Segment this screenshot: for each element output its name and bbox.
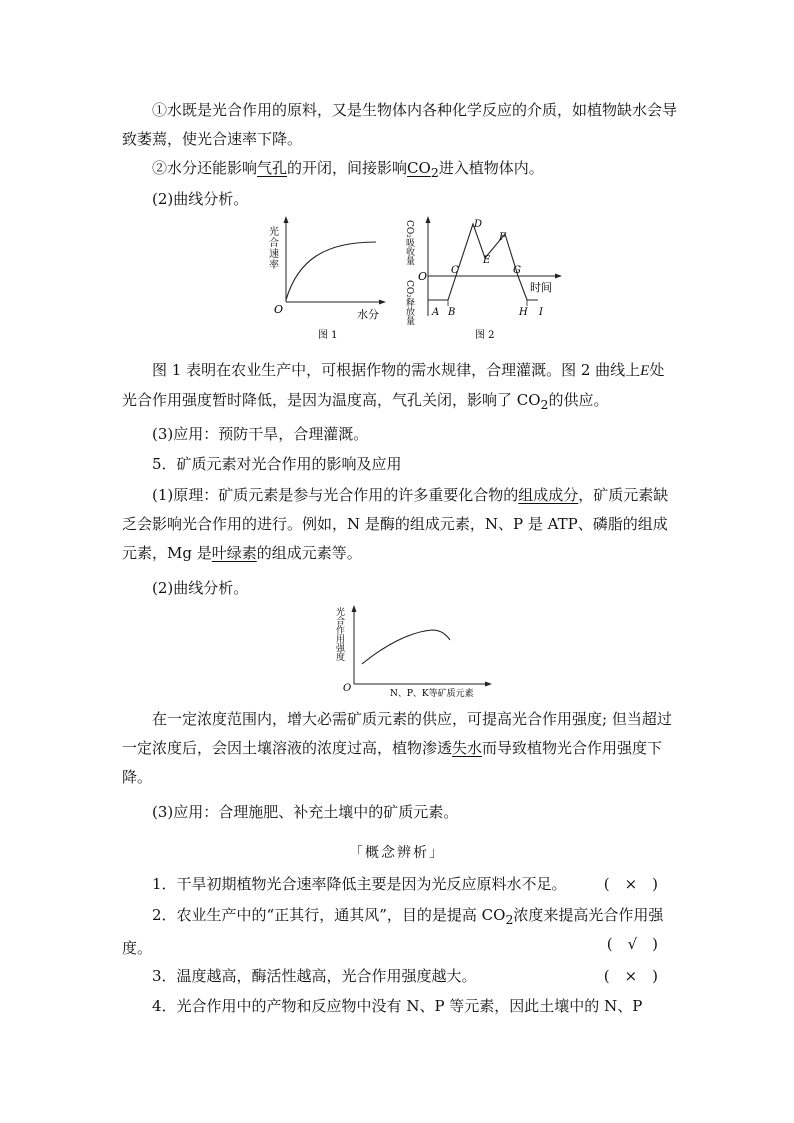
figure-3 [334,604,504,700]
chlorophyll-term: 叶绿素 [211,544,257,562]
minerals-heading: 5．矿质元素对光合作用的影响及应用 [152,455,402,473]
component-term: 组成成分 [518,486,579,504]
fig2-origin: O [418,270,428,283]
figure-1 [268,214,388,344]
co2-term: $CO_2$ [407,159,439,180]
fig2-point-d: D [474,219,483,230]
fig3-ylabel: 光合作用强度 [334,607,344,661]
fig2-point-g: G [513,265,521,276]
fig1-caption: 图 1 [318,330,338,341]
figure-2 [400,214,565,344]
fig2-caption: 图 2 [475,330,495,341]
fig2-point-i: I [539,307,543,318]
concept-item-3: 3．温度越高，酶活性越高，光合作用强度越大。 [152,967,477,985]
fig3-curve [362,630,450,664]
concept-answer-1: ( × ) [603,875,658,893]
concept-item-4: 4．光合作用中的产物和反应物中没有 N、P 等元素，因此土壤中的 N、P [152,997,643,1015]
fig2-point-b: B [448,307,456,318]
fig2-ylabel-release: CO₂释放量 [404,280,414,325]
concept-title: 「概念辨析」 [349,845,445,861]
fig3-xlabel: N、P、K等矿质元素 [390,689,474,699]
concept-item-1: 1．干旱初期植物光合速率降低主要是因为光反应原料水不足。 [152,875,567,893]
fig1-xlabel: 水分 [357,308,379,321]
fig1-origin: O [274,303,284,316]
fig3-origin: O [343,683,352,694]
concept-answer-2: ( √ ) [606,935,658,953]
water-loss-term: 失水 [452,739,483,757]
minerals-curve-heading: (2)曲线分析。 [152,579,249,597]
water-analysis: 图 1 表明在农业生产中，可根据作物的需水规律，合理灌溉。图 2 曲线上E处光合作用强度暂时降低，是因为温度高，气孔关闭，影响了 $CO_2$的供应。 [122,361,665,412]
fig2-point-a: A [432,307,440,318]
fig2-time-label: 时间 [530,281,552,294]
minerals-application: (3)应用：合理施肥、补充土壤中的矿质元素。 [152,803,459,821]
water-curve-heading: (2)曲线分析。 [152,190,249,208]
fig2-point-c: C [451,265,459,276]
stomata-term: 气孔 [257,159,288,177]
minerals-analysis: 在一定浓度范围内，增大必需矿质元素的供应，可提高光合作用强度; 但当超过一定浓度后，会因土壤溶液的浓度过高，植物渗透失水而导致植物光合作用强度下降。 [122,710,672,786]
water-point-1: ①水既是光合作用的原料，又是生物体内各种化学反应的介质，如植物缺水会导致萎蔫，使光合速率下降。 [122,101,678,148]
fig2-point-e: E [483,255,491,266]
fig1-curve [286,242,376,300]
fig2-point-h: H [519,307,528,318]
minerals-principle: (1)原理：矿质元素是参与光合作用的许多重要化合物的组成成分，矿质元素缺乏会影响光合作用的进行。例如，N 是酶的组成元素，N、P 是 ATP、磷脂的组成元素，Mg 是叶绿素的组成元素等。 [122,486,669,562]
water-application: (3)应用：预防干旱，合理灌溉。 [152,425,369,443]
water-point-2: ②水分还能影响气孔的开闭，间接影响$CO_2$进入植物体内。 [152,159,544,180]
concept-answer-3: ( × ) [603,967,658,985]
fig2-point-f: F [499,232,506,243]
fig1-ylabel: 光合速率 [266,226,278,270]
concept-item-2: 2．农业生产中的“正其行，通其风”，目的是提高 $CO_2$浓度来提高光合作用强度。 [122,906,664,957]
fig2-ylabel-absorb: CO₂吸收量 [404,220,414,265]
